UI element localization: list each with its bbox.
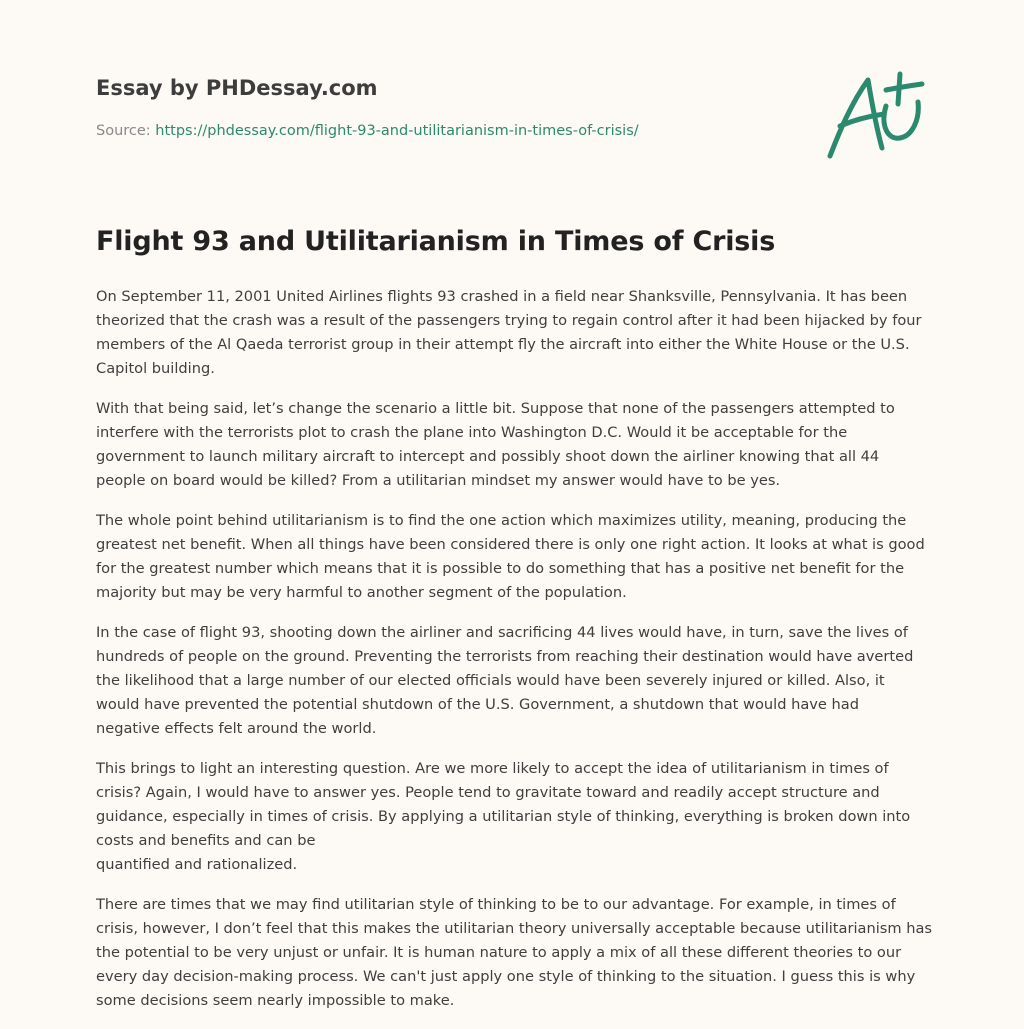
text-line: people on board would be killed? From a utilitarian mindset my answer would have to be yes. xyxy=(96,472,781,489)
text-line: On September 11, 2001 United Airlines flights 93 crashed in a field near Shanksville, Pennsylvania. It has been xyxy=(96,288,908,305)
text-line: In the case of flight 93, shooting down the airliner and sacrificing 44 lives would have, in turn, save the lives of xyxy=(96,624,908,641)
text-line: would have prevented the potential shutdown of the U.S. Government, a shutdown that would have had xyxy=(96,696,860,713)
text-line: crisis, however, I don’t feel that this makes the utilitarian theory universally acceptable because utilitarianism has xyxy=(96,920,933,937)
text-line: majority but may be very harmful to another segment of the population. xyxy=(96,584,627,601)
paragraph-1 xyxy=(96,285,928,381)
text-line: the likelihood that a large number of our elected officials would have been severely injured or killed. Also, it xyxy=(96,672,885,689)
paragraph-2 xyxy=(96,397,928,493)
text-line: every day decision-making process. We can't just apply one style of thinking to the situation. I guess this is why xyxy=(96,968,916,985)
paragraph-6 xyxy=(96,893,933,1013)
text-line: This brings to light an interesting question. Are we more likely to accept the idea of utilitarianism in times of xyxy=(96,760,889,777)
text-line: members of the Al Qaeda terrorist group in their attempt fly the aircraft into either the White House or the U.S. xyxy=(96,336,910,353)
text-line: The whole point behind utilitarianism is to find the one action which maximizes utility, meaning, producing the xyxy=(96,512,907,529)
text-line: theorized that the crash was a result of the passengers trying to regain control after it had been hijacked by four xyxy=(96,312,922,329)
text-line: guidance, especially in times of crisis. By applying a utilitarian style of thinking, everything is broken down into xyxy=(96,808,911,825)
text-line: crisis? Again, I would have to answer yes. People tend to gravitate toward and readily accept structure and xyxy=(96,784,880,801)
essay-body xyxy=(96,285,933,1029)
text-line: greatest net benefit. When all things have been considered there is only one right action. It looks at what is good xyxy=(96,536,925,553)
source-line xyxy=(96,123,639,139)
text-line: quantified and rationalized. xyxy=(96,856,298,873)
text-line: costs and benefits and can be xyxy=(96,832,316,849)
text-line: for the greatest number which means that it is possible to do something that has a positive net benefit for the xyxy=(96,560,905,577)
text-line: hundreds of people on the ground. Preventing the terrorists from reaching their destination would have averted xyxy=(96,648,914,665)
source-label: Source: xyxy=(96,123,151,139)
text-line: With that being said, let’s change the scenario a little bit. Suppose that none of the passengers attempted to xyxy=(96,400,895,417)
a-plus-grade-icon xyxy=(826,68,930,164)
text-line: government to launch military aircraft to intercept and possibly shoot down the airliner knowing that all 44 xyxy=(96,448,880,465)
text-line: There are times that we may find utilitarian style of thinking to be to our advantage. For example, in times of xyxy=(96,896,896,913)
text-line: some decisions seem nearly impossible to make. xyxy=(96,992,455,1009)
source-link[interactable]: https://phdessay.com/flight-93-and-utilitarianism-in-times-of-crisis/ xyxy=(155,123,639,139)
paragraph-4 xyxy=(96,621,928,741)
paragraph-3 xyxy=(96,509,928,605)
text-line: interfere with the terrorists plot to crash the plane into Washington D.C. Would it be acceptable for the xyxy=(96,424,848,441)
paragraph-5 xyxy=(96,757,928,877)
text-line: the potential to be very unjust or unfair. It is human nature to apply a mix of all these different theories to our xyxy=(96,944,902,961)
site-title: Essay by PHDessay.com xyxy=(96,76,378,100)
text-line: negative effects felt around the world. xyxy=(96,720,377,737)
essay-title: Flight 93 and Utilitarianism in Times of Crisis xyxy=(96,226,776,257)
text-line: Capitol building. xyxy=(96,360,215,377)
